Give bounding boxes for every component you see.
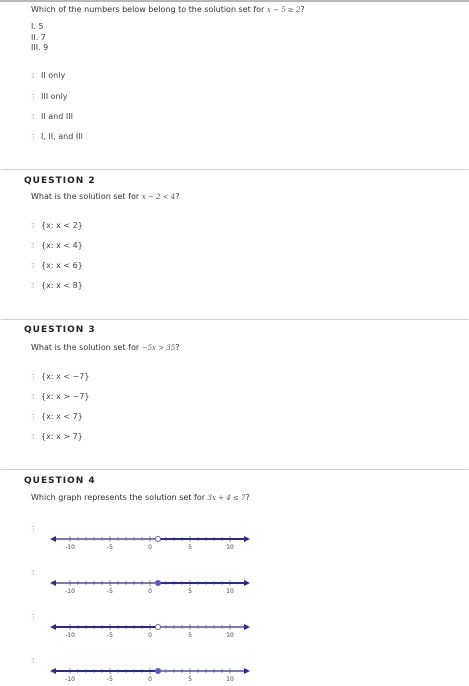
tick-label: -5 bbox=[107, 632, 113, 639]
q1-option-d[interactable]: ⁚⁝ I, II, and III bbox=[31, 132, 83, 141]
q4-radio-b[interactable]: ⁚⁝ bbox=[31, 569, 34, 577]
tick-label: 5 bbox=[188, 632, 192, 639]
tick-label: 5 bbox=[188, 588, 192, 595]
radio-button-icon[interactable]: ⁚⁝ bbox=[31, 93, 34, 101]
q1-math: x − 5 ≥ 2 bbox=[266, 6, 301, 14]
arrow-left-icon bbox=[50, 536, 56, 542]
q3-title: QUESTION 3 bbox=[24, 325, 96, 335]
q4-radio-a[interactable]: ⁚⁝ bbox=[31, 525, 34, 533]
q4-graph-c[interactable] bbox=[50, 618, 250, 642]
q1-item-1: I. 5 bbox=[31, 22, 44, 31]
radio-button-icon[interactable]: ⁚⁝ bbox=[31, 373, 34, 381]
q3-option-a[interactable]: ⁚⁝ {x: x < −7} bbox=[31, 372, 90, 381]
q3-option-b[interactable]: ⁚⁝ {x: x > −7} bbox=[31, 392, 90, 401]
tick-label: -5 bbox=[107, 676, 113, 683]
question-divider bbox=[1, 319, 468, 320]
q3-prompt: What is the solution set for −5x > 35? bbox=[31, 343, 180, 352]
tick-label: -5 bbox=[107, 588, 113, 595]
arrow-right-icon bbox=[244, 624, 250, 630]
q4-graph-a[interactable] bbox=[50, 530, 250, 554]
q4-graph-b[interactable] bbox=[50, 574, 250, 598]
number-line-graph bbox=[50, 530, 250, 554]
tick-label: 10 bbox=[226, 588, 234, 595]
top-border bbox=[0, 0, 469, 2]
q4-graph-d[interactable] bbox=[50, 662, 250, 686]
arrow-right-icon bbox=[244, 668, 250, 674]
tick-label: 0 bbox=[148, 544, 152, 551]
q3-option-d[interactable]: ⁚⁝ {x: x > 7} bbox=[31, 432, 83, 441]
tick-label: -10 bbox=[65, 676, 75, 683]
tick-label: 5 bbox=[188, 544, 192, 551]
tick-label: 10 bbox=[226, 676, 234, 683]
q2-title: QUESTION 2 bbox=[24, 176, 96, 186]
arrow-left-icon bbox=[50, 580, 56, 586]
q1-item-2: II. 7 bbox=[31, 33, 46, 42]
tick-label: 10 bbox=[226, 632, 234, 639]
q4-title: QUESTION 4 bbox=[24, 476, 96, 486]
q4-math: 3x + 4 ≤ 7 bbox=[207, 494, 246, 502]
open-point bbox=[155, 536, 160, 541]
radio-button-icon[interactable]: ⁚⁝ bbox=[31, 282, 34, 290]
radio-button-icon[interactable]: ⁚⁝ bbox=[31, 113, 34, 121]
radio-button-icon[interactable]: ⁚⁝ bbox=[31, 433, 34, 441]
q2-option-a[interactable]: ⁚⁝ {x: x < 2} bbox=[31, 221, 83, 230]
q1-option-c[interactable]: ⁚⁝ II and III bbox=[31, 112, 73, 121]
q1-option-b[interactable]: ⁚⁝ III only bbox=[31, 92, 68, 101]
number-line-graph bbox=[50, 662, 250, 686]
number-line-graph bbox=[50, 574, 250, 598]
closed-point bbox=[155, 668, 160, 673]
open-point bbox=[155, 624, 160, 629]
q4-radio-d[interactable]: ⁚⁝ bbox=[31, 657, 34, 665]
tick-label: -5 bbox=[107, 544, 113, 551]
q2-option-c[interactable]: ⁚⁝ {x: x < 6} bbox=[31, 261, 83, 270]
q3-math: −5x > 35 bbox=[141, 344, 176, 352]
radio-button-icon[interactable]: ⁚⁝ bbox=[31, 133, 34, 141]
q3-option-c[interactable]: ⁚⁝ {x: x < 7} bbox=[31, 412, 83, 421]
tick-label: 0 bbox=[148, 676, 152, 683]
q1-item-3: III. 9 bbox=[31, 43, 49, 52]
radio-button-icon[interactable]: ⁚⁝ bbox=[31, 242, 34, 250]
tick-label: -10 bbox=[65, 588, 75, 595]
q2-option-d[interactable]: ⁚⁝ {x: x < 8} bbox=[31, 281, 83, 290]
q1-prompt: Which of the numbers below belong to the solution set for x − 5 ≥ 2? bbox=[31, 5, 305, 14]
tick-label: 10 bbox=[226, 544, 234, 551]
question-divider bbox=[1, 469, 468, 470]
radio-button-icon[interactable]: ⁚⁝ bbox=[31, 413, 34, 421]
tick-label: -10 bbox=[65, 632, 75, 639]
closed-point bbox=[155, 580, 160, 585]
q4-radio-c[interactable]: ⁚⁝ bbox=[31, 613, 34, 621]
question-divider bbox=[1, 169, 468, 170]
tick-label: 5 bbox=[188, 676, 192, 683]
tick-label: 0 bbox=[148, 632, 152, 639]
tick-label: 0 bbox=[148, 588, 152, 595]
q2-math: x − 2 < 4 bbox=[141, 193, 176, 201]
radio-button-icon[interactable]: ⁚⁝ bbox=[31, 262, 34, 270]
q4-prompt: Which graph represents the solution set for 3x + 4 ≤ 7? bbox=[31, 493, 250, 502]
number-line-graph bbox=[50, 618, 250, 642]
q2-option-b[interactable]: ⁚⁝ {x: x < 4} bbox=[31, 241, 83, 250]
radio-button-icon[interactable]: ⁚⁝ bbox=[31, 393, 34, 401]
q2-prompt: What is the solution set for x − 2 < 4? bbox=[31, 192, 180, 201]
radio-button-icon[interactable]: ⁚⁝ bbox=[31, 72, 34, 80]
tick-label: -10 bbox=[65, 544, 75, 551]
radio-button-icon[interactable]: ⁚⁝ bbox=[31, 222, 34, 230]
q1-option-a[interactable]: ⁚⁝ II only bbox=[31, 71, 66, 80]
